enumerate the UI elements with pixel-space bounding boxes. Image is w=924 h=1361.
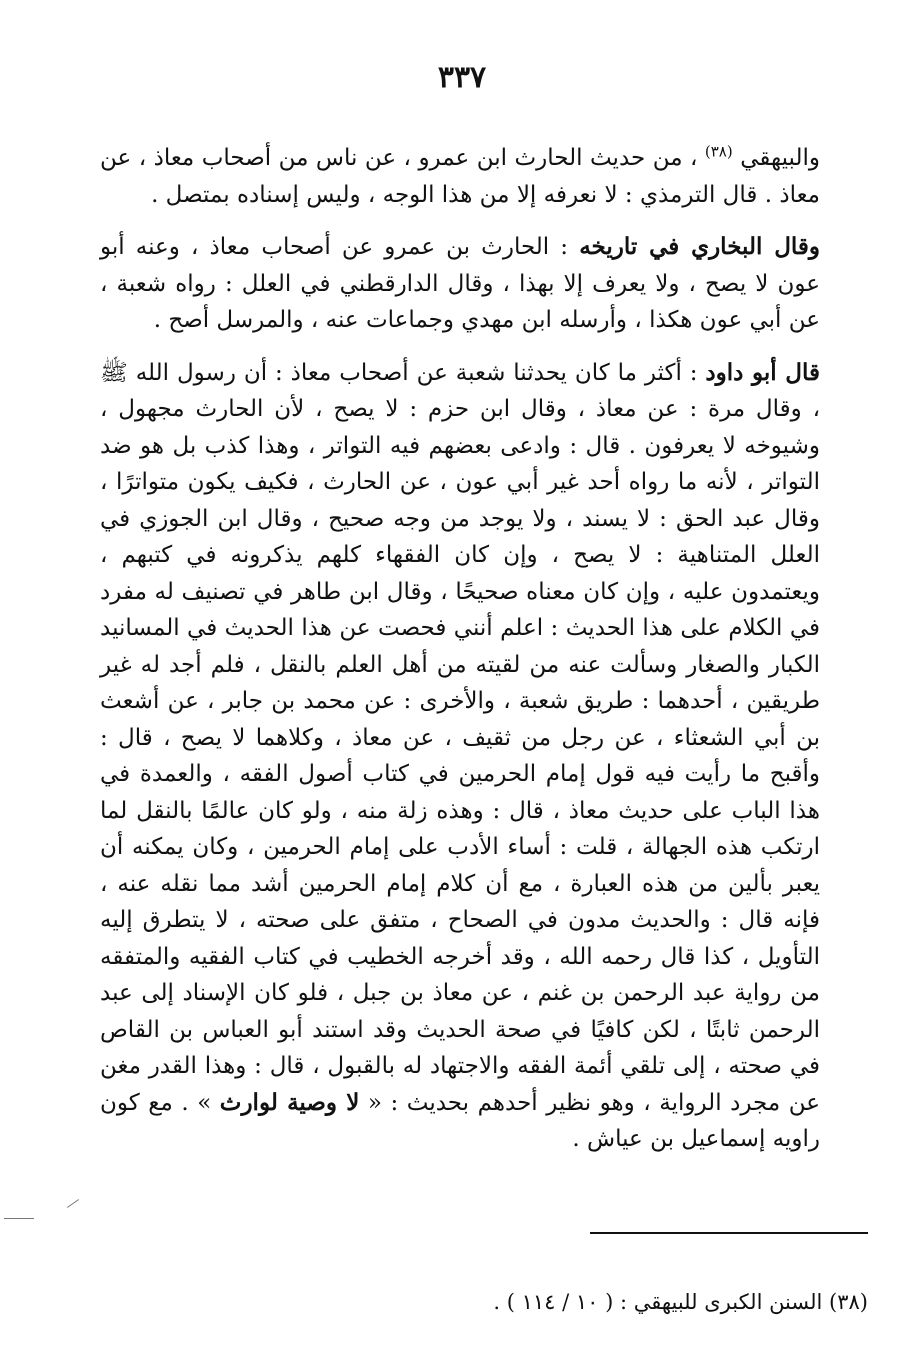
text-segment: ، من حديث الحارث ابن عمرو ، عن ناس من أصحاب معاذ ، عن معاذ . قال الترمذي : لا نعرفه إلا من هذا الوجه ، وليس إسناده بمتصل . [100, 145, 820, 208]
paragraph-2 [100, 229, 820, 339]
scan-mark [67, 1199, 79, 1208]
source-heading: وقال البخاري في تاريخه [579, 233, 821, 260]
footnote-reference: (٣٨) [704, 142, 733, 161]
source-heading: قال أبو داود [705, 358, 820, 386]
footnote: (٣٨) السنن الكبرى للبيهقي : ( ١٠ / ١١٤ ) . [493, 1290, 868, 1314]
scan-mark [4, 1218, 34, 1219]
paragraph-3 [100, 355, 820, 1158]
hadith-quote: لا وصية لوارث [219, 1088, 360, 1116]
page-number: ٣٣٧ [437, 60, 487, 95]
body-text [100, 140, 820, 1174]
text-segment: » . مع كون راويه إسماعيل بن عياش . [100, 1089, 820, 1152]
paragraph-1 [100, 140, 820, 213]
text-segment: : الحارث بن عمرو عن أصحاب معاذ ، وعنه أبو عون لا يصح ، ولا يعرف إلا بهذا ، وقال الدارقطني في العلل : رواه شعبة ، عن أبي عون هكذا ، وأرسله ابن مهدي وجماعات عنه ، والمرسل أصح . [100, 234, 820, 333]
text-segment: : أكثر ما كان يحدثنا شعبة عن أصحاب معاذ : أن رسول الله ﷺ ، وقال مرة : عن معاذ ، وقال ابن حزم : لا يصح ، لأن الحارث مجهول ، وشيوخه لا يعرفون . قال : وادعى بعضهم فيه التواتر ، وهذا كذب بل هو ضد التواتر ، لأنه ما رواه أحد غير أبي عون ، عن الحارث ، فكيف يكون متواترًا ، وقال عبد الحق : لا يسند ، ولا يوجد من وجه صحيح ، وقال ابن الجوزي في العلل المتناهية : لا يصح ، وإن كان الفقهاء كلهم يذكرونه في كتبهم ، ويعتمدون عليه ، وإن كان معناه صحيحًا ، وقال ابن طاهر في تصنيف له مفرد في الكلام على هذا الحديث : اعلم أنني فحصت عن هذا الحديث في المسانيد الكبار والصغار وسألت عنه من لقيته من أهل العلم بالنقل ، فلم أجد له غير طريقين ، أحدهما : طريق شعبة ، والأخرى : عن محمد بن جابر ، عن أشعث بن أبي الشعثاء ، عن رجل من ثقيف ، عن معاذ ، وكلاهما لا يصح ، قال : وأقبح ما رأيت فيه قول إمام الحرمين في كتاب أصول الفقه ، والعمدة في هذا الباب على حديث معاذ ، قال : وهذه زلة منه ، ولو كان عالمًا بالنقل لما ارتكب هذه الجهالة ، قلت : أساء الأدب على إمام الحرمين ، وكان يمكنه أن يعبر بألين من هذه العبارة ، مع أن كلام إمام الحرمين أشد مما نقله عنه ، فإنه قال : والحديث مدون في الصحاح ، متفق على صحته ، لا يتطرق إليه التأويل ، كذا قال رحمه الله ، وقد أخرجه الخطيب في كتاب الفقيه والمتفقه من رواية عبد الرحمن بن غنم ، عن معاذ بن جبل ، فلو كان الإسناد إلى عبد الرحمن ثابتًا ، لكن كافيًا في صحة الحديث وقد استند أبو العباس بن القاص في صحته ، إلى تلقي أئمة الفقه والاجتهاد له بالقبول ، قال : وهذا القدر مغن عن مجرد الرواية ، وهو نظير أحدهم بحديث : « [100, 359, 821, 1116]
text-segment: والبيهقي [732, 145, 820, 171]
footnote-divider [590, 1232, 868, 1234]
